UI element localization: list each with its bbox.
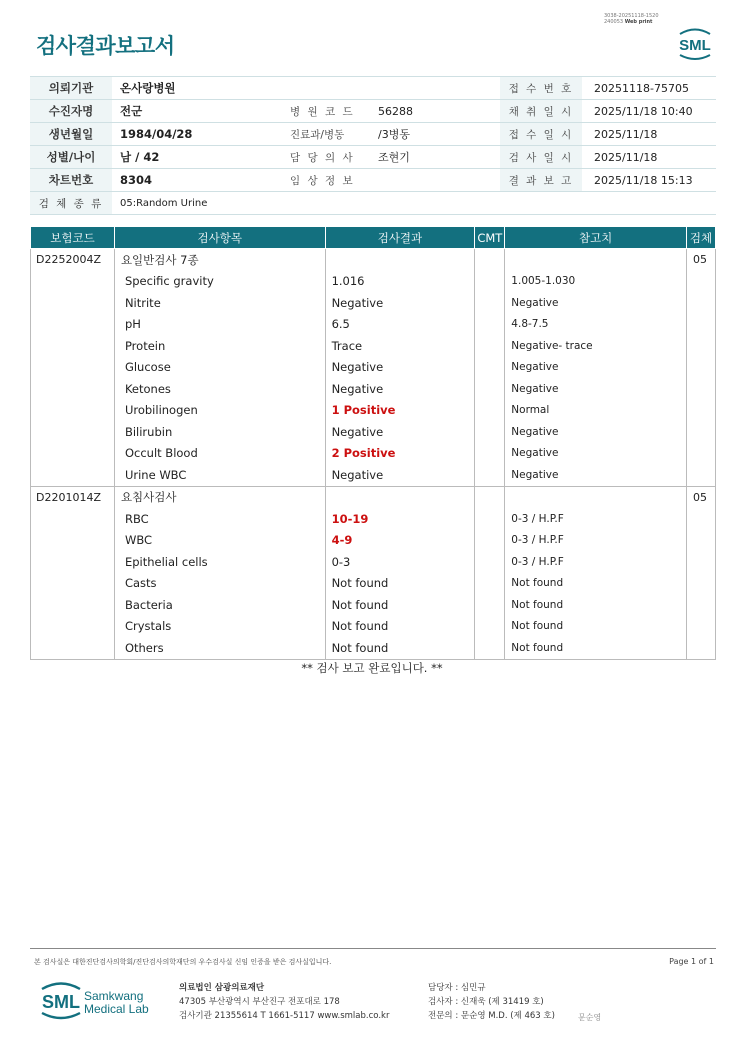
insurance-code xyxy=(31,378,115,400)
print-mode: Web print xyxy=(624,19,653,25)
results-header-row xyxy=(31,227,716,249)
cmt-value xyxy=(475,400,505,422)
insurance-code xyxy=(31,551,115,573)
cmt-value xyxy=(475,378,505,400)
insurance-code: D2252004Z xyxy=(31,249,115,271)
print-id-line2: 240053 xyxy=(604,19,624,25)
cmt-value xyxy=(475,530,505,552)
brand-line1: Samkwang xyxy=(84,989,144,1003)
insurance-code xyxy=(31,573,115,595)
table-row xyxy=(31,378,716,400)
cmt-value xyxy=(475,594,505,616)
hospital-code-label: 병 원 코 드 xyxy=(280,100,366,123)
specimen-code xyxy=(686,443,715,465)
name-value: 전군 xyxy=(112,100,280,123)
dept-label: 진료과/병동 xyxy=(280,123,366,146)
cmt-value xyxy=(475,464,505,486)
insurance-code xyxy=(31,421,115,443)
test-item: RBC xyxy=(114,508,325,530)
group-name: 요일반검사 7종 xyxy=(114,249,325,271)
print-id-line1: 3038-20251118-1520 xyxy=(604,13,659,19)
info-row xyxy=(30,123,716,146)
reference-value: Normal xyxy=(505,400,687,422)
birth-label: 생년월일 xyxy=(30,123,112,146)
specimen-code xyxy=(686,400,715,422)
reference-value: 0-3 / H.P.F xyxy=(505,530,687,552)
table-row xyxy=(31,508,716,530)
specimen-code xyxy=(686,637,715,659)
specimen-code xyxy=(686,464,715,486)
brand-line2: Medical Lab xyxy=(84,1002,149,1016)
birth-value: 1984/04/28 xyxy=(112,123,280,146)
reference-value xyxy=(505,486,687,508)
table-row xyxy=(31,551,716,573)
table-row xyxy=(31,464,716,486)
table-row xyxy=(31,573,716,595)
specimen-code: 05 xyxy=(686,249,715,271)
result-value: Not found xyxy=(325,594,475,616)
reference-value: Negative xyxy=(505,378,687,400)
staff-tester: 검사자 : 신재욱 (제 31419 호) xyxy=(428,997,544,1007)
reference-value: 0-3 / H.P.F xyxy=(505,508,687,530)
table-row xyxy=(31,616,716,638)
footer-staff xyxy=(428,981,555,1023)
test-item: Glucose xyxy=(114,357,325,379)
test-item: Urine WBC xyxy=(114,464,325,486)
specimen-type-label: 검 체 종 류 xyxy=(30,192,112,215)
chart-no-label: 차트번호 xyxy=(30,169,112,192)
samkwang-logo-icon xyxy=(36,980,86,1020)
results-table xyxy=(30,226,716,660)
reference-value: Negative xyxy=(505,443,687,465)
result-value: Trace xyxy=(325,335,475,357)
hospital-code-value: 56288 xyxy=(366,100,500,123)
specimen-code xyxy=(686,594,715,616)
cmt-value xyxy=(475,637,505,659)
completion-note: ** 검사 보고 완료입니다. ** xyxy=(301,661,443,675)
sex-age-label: 성별/나이 xyxy=(30,146,112,169)
insurance-code xyxy=(31,271,115,293)
reference-value: 0-3 / H.P.F xyxy=(505,551,687,573)
receipt-date-value: 2025/11/18 xyxy=(582,123,716,146)
name-label: 수진자명 xyxy=(30,100,112,123)
collection-date-value: 2025/11/18 10:40 xyxy=(582,100,716,123)
info-row xyxy=(30,192,716,215)
clinical-info-label: 임 상 정 보 xyxy=(280,169,366,192)
result-value: Not found xyxy=(325,637,475,659)
result-value: 10-19 xyxy=(325,508,475,530)
table-row xyxy=(31,530,716,552)
test-item: Occult Blood xyxy=(114,443,325,465)
cmt-value xyxy=(475,443,505,465)
specimen-code xyxy=(686,421,715,443)
table-row xyxy=(31,314,716,336)
cmt-value xyxy=(475,616,505,638)
test-item: Specific gravity xyxy=(114,271,325,293)
institution-value: 온사랑병원 xyxy=(112,77,500,100)
receipt-no-label: 접 수 번 호 xyxy=(500,77,582,100)
insurance-code xyxy=(31,335,115,357)
receipt-no-value: 20251118-75705 xyxy=(582,77,716,100)
specimen-code xyxy=(686,551,715,573)
reference-value: 4.8-7.5 xyxy=(505,314,687,336)
cmt-value xyxy=(475,292,505,314)
table-row xyxy=(31,357,716,379)
insurance-code xyxy=(31,637,115,659)
test-item: Ketones xyxy=(114,378,325,400)
specimen-code xyxy=(686,616,715,638)
insurance-code xyxy=(31,464,115,486)
test-item: Urobilinogen xyxy=(114,400,325,422)
org-contact: 검사기관 21355614 T 1661-5117 www.smlab.co.kr xyxy=(179,1011,390,1021)
table-row xyxy=(31,443,716,465)
org-address: 47305 부산광역시 부산진구 전포대로 178 xyxy=(179,997,340,1007)
test-item: Crystals xyxy=(114,616,325,638)
table-row xyxy=(31,271,716,293)
test-item: Protein xyxy=(114,335,325,357)
table-row xyxy=(31,594,716,616)
clinical-info-value xyxy=(366,169,500,192)
table-row xyxy=(31,637,716,659)
dept-value: /3병동 xyxy=(366,123,500,146)
group-name: 요침사검사 xyxy=(114,486,325,508)
specimen-code xyxy=(686,357,715,379)
reference-value: Negative xyxy=(505,292,687,314)
test-item: Epithelial cells xyxy=(114,551,325,573)
cmt-value xyxy=(475,335,505,357)
doctor-label: 담 당 의 사 xyxy=(280,146,366,169)
report-date-value: 2025/11/18 15:13 xyxy=(582,169,716,192)
sml-logo-text: SML xyxy=(679,37,711,54)
header-reference: 참고치 xyxy=(505,227,687,249)
result-value: 4-9 xyxy=(325,530,475,552)
page-number: Page 1 of 1 xyxy=(669,957,714,966)
result-value: 6.5 xyxy=(325,314,475,336)
result-value: Negative xyxy=(325,357,475,379)
insurance-code xyxy=(31,400,115,422)
insurance-code xyxy=(31,594,115,616)
reference-value: Not found xyxy=(505,573,687,595)
info-row xyxy=(30,169,716,192)
collection-date-label: 채 취 일 시 xyxy=(500,100,582,123)
cmt-value xyxy=(475,573,505,595)
insurance-code xyxy=(31,443,115,465)
result-value: Negative xyxy=(325,378,475,400)
result-value: Negative xyxy=(325,292,475,314)
result-value: Not found xyxy=(325,616,475,638)
table-row xyxy=(31,400,716,422)
header-cmt: CMT xyxy=(475,227,505,249)
specimen-code xyxy=(686,314,715,336)
doctor-value: 조현기 xyxy=(366,146,500,169)
specimen-code: 05 xyxy=(686,486,715,508)
info-row xyxy=(30,77,716,100)
group-row xyxy=(31,249,716,271)
reference-value: Negative xyxy=(505,421,687,443)
sml-logo-icon xyxy=(674,26,716,62)
reference-value: Negative xyxy=(505,357,687,379)
staff-manager: 담당자 : 심민규 xyxy=(428,983,486,993)
footer-divider xyxy=(30,948,716,949)
sex-age-value: 남 / 42 xyxy=(112,146,280,169)
specimen-code xyxy=(686,292,715,314)
result-value: Negative xyxy=(325,421,475,443)
test-item: Nitrite xyxy=(114,292,325,314)
patient-info-table xyxy=(30,76,716,215)
insurance-code xyxy=(31,508,115,530)
test-item: pH xyxy=(114,314,325,336)
table-row xyxy=(31,292,716,314)
cmt-value xyxy=(475,486,505,508)
cmt-value xyxy=(475,314,505,336)
specimen-code xyxy=(686,271,715,293)
cmt-value xyxy=(475,271,505,293)
reference-value: Not found xyxy=(505,594,687,616)
cmt-value xyxy=(475,249,505,271)
result-value: 0-3 xyxy=(325,551,475,573)
cmt-value xyxy=(475,551,505,573)
result-value xyxy=(325,486,475,508)
info-row xyxy=(30,100,716,123)
cmt-value xyxy=(475,357,505,379)
print-id xyxy=(604,13,659,25)
specimen-code xyxy=(686,508,715,530)
test-item: WBC xyxy=(114,530,325,552)
header-test-item: 검사항목 xyxy=(114,227,325,249)
receipt-date-label: 접 수 일 시 xyxy=(500,123,582,146)
specimen-code xyxy=(686,530,715,552)
result-value: Not found xyxy=(325,573,475,595)
result-value: 2 Positive xyxy=(325,443,475,465)
info-row xyxy=(30,146,716,169)
header-specimen: 검체 xyxy=(686,227,715,249)
signature: 문순영 xyxy=(578,1013,602,1022)
reference-value: Negative xyxy=(505,464,687,486)
insurance-code: D2201014Z xyxy=(31,486,115,508)
table-row xyxy=(31,335,716,357)
specimen-code xyxy=(686,335,715,357)
specimen-code xyxy=(686,378,715,400)
result-value: Negative xyxy=(325,464,475,486)
test-date-label: 검 사 일 시 xyxy=(500,146,582,169)
certification-note: 본 검사실은 대한진단검사의학회/진단검사의학재단의 우수검사실 신임 인증을 받은 검사실입니다. xyxy=(34,958,332,966)
specimen-type-value: 05:Random Urine xyxy=(112,192,716,215)
cmt-value xyxy=(475,508,505,530)
cmt-value xyxy=(475,421,505,443)
reference-value: 1.005-1.030 xyxy=(505,271,687,293)
footer-organization xyxy=(179,981,389,1023)
reference-value: Negative- trace xyxy=(505,335,687,357)
reference-value: Not found xyxy=(505,616,687,638)
samkwang-logo-text: SML xyxy=(42,992,80,1012)
staff-specialist: 전문의 : 문순영 M.D. (제 463 호) xyxy=(428,1011,555,1021)
insurance-code xyxy=(31,530,115,552)
report-date-label: 결 과 보 고 xyxy=(500,169,582,192)
header-test-result: 검사결과 xyxy=(325,227,475,249)
result-value: 1.016 xyxy=(325,271,475,293)
insurance-code xyxy=(31,314,115,336)
insurance-code xyxy=(31,292,115,314)
chart-no-value: 8304 xyxy=(112,169,280,192)
test-item: Bilirubin xyxy=(114,421,325,443)
result-value xyxy=(325,249,475,271)
header-insurance-code: 보험코드 xyxy=(31,227,115,249)
footer-brand xyxy=(84,990,149,1016)
reference-value xyxy=(505,249,687,271)
institution-label: 의뢰기관 xyxy=(30,77,112,100)
group-row xyxy=(31,486,716,508)
test-item: Casts xyxy=(114,573,325,595)
report-title: 검사결과보고서 xyxy=(36,34,175,58)
test-item: Others xyxy=(114,637,325,659)
specimen-code xyxy=(686,573,715,595)
reference-value: Not found xyxy=(505,637,687,659)
result-value: 1 Positive xyxy=(325,400,475,422)
table-row xyxy=(31,421,716,443)
test-item: Bacteria xyxy=(114,594,325,616)
insurance-code xyxy=(31,357,115,379)
insurance-code xyxy=(31,616,115,638)
org-name: 의료법인 삼광의료재단 xyxy=(179,983,265,993)
test-date-value: 2025/11/18 xyxy=(582,146,716,169)
